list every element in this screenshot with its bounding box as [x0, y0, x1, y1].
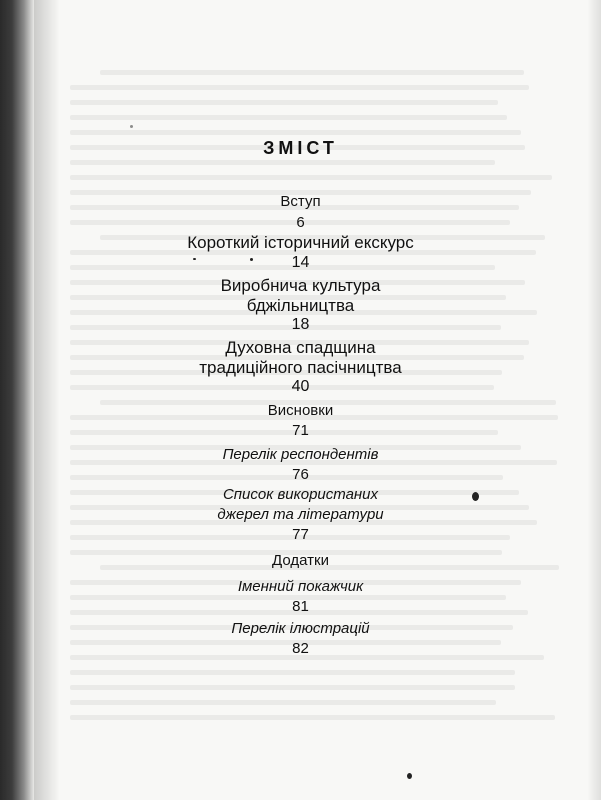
toc-entry-title-line: Духовна спадщина: [225, 338, 376, 357]
toc-entry-title: Перелік ілюстрацій: [231, 620, 370, 637]
toc-entry-title-line: Список використаних: [222, 486, 379, 503]
toc-entry-title-line: традиційного пасічництва: [199, 358, 402, 377]
toc-entry-title-line: джерел та літератури: [217, 506, 384, 523]
page-title: ЗМІСТ: [263, 138, 338, 158]
toc-entry-page: 6: [296, 214, 305, 231]
toc-entry-title: Іменний покажчик: [237, 578, 364, 595]
toc-entry-page: 77: [292, 526, 309, 543]
toc-entry-page: 76: [292, 466, 309, 483]
toc-entry-page: 71: [292, 422, 309, 439]
scan-speck: [472, 492, 479, 501]
scan-speck: [193, 258, 196, 260]
scan-speck: [130, 125, 133, 128]
toc-entry-page: 81: [292, 598, 309, 615]
toc-entry-title: Висновки: [267, 402, 334, 419]
toc-entry-title: Перелік респондентів: [222, 446, 379, 463]
toc-entry-title-line: Виробнича культура: [220, 276, 381, 295]
toc-entry-title-line: бджільництва: [246, 296, 355, 315]
toc-entry-title: Короткий історичний екскурс: [187, 233, 414, 252]
toc-entry-page: 18: [291, 316, 310, 333]
toc-entry-title: Вступ: [280, 193, 321, 210]
toc-entry-page: 40: [291, 378, 310, 395]
toc-entry-title: Додатки: [272, 552, 329, 569]
toc-entry-page: 82: [292, 640, 309, 657]
scan-speck: [407, 773, 412, 779]
scan-speck: [250, 258, 253, 261]
toc-entry-page: 14: [291, 254, 310, 271]
